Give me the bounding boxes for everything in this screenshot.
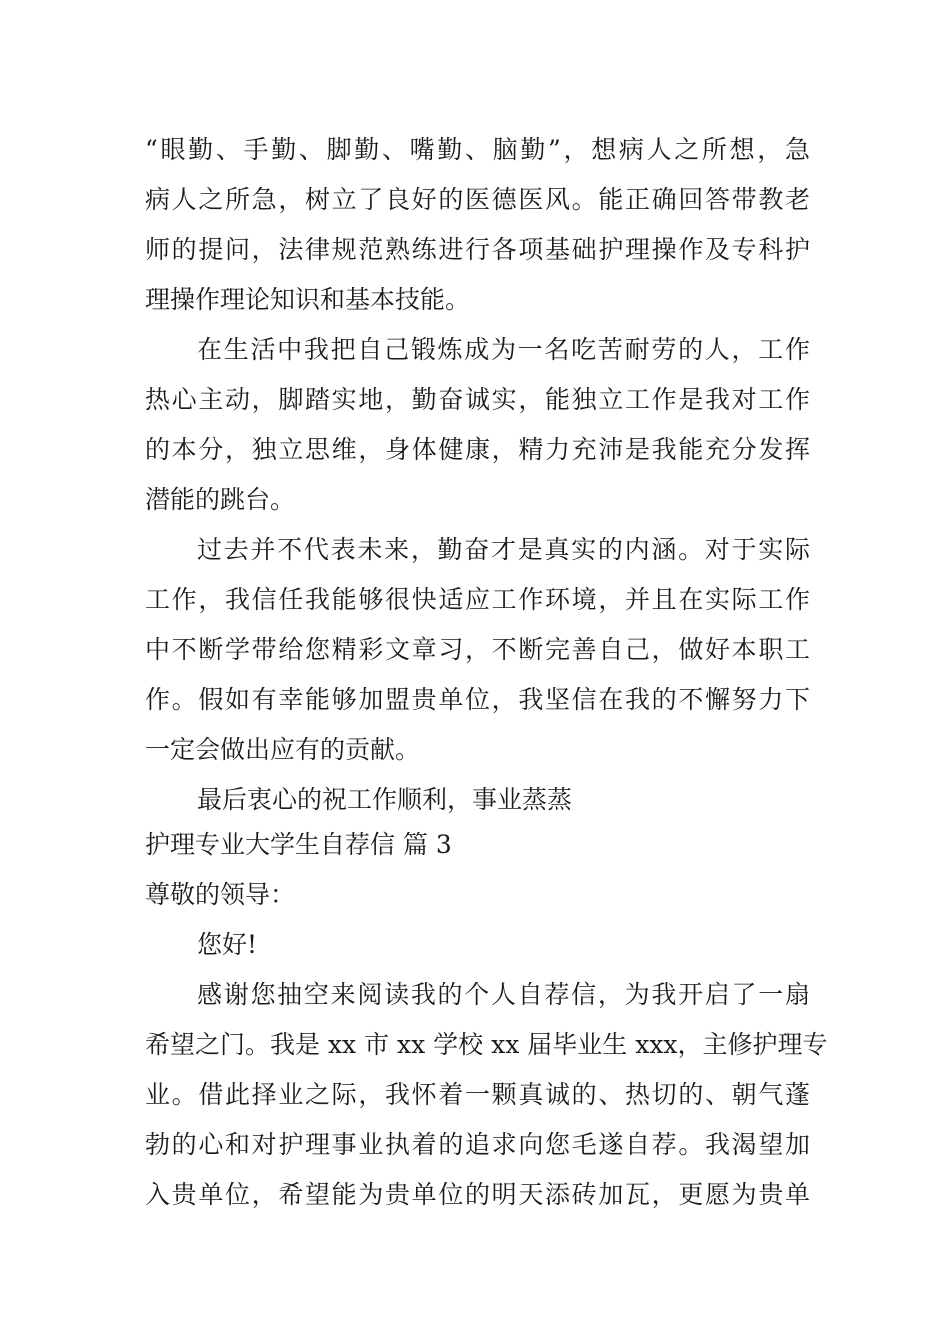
- text-line: 热心主动，脚踏实地，勤奋诚实，能独立工作是我对工作: [145, 385, 810, 414]
- section-heading: 护理专业大学生自荐信 篇 3: [145, 830, 452, 859]
- text-line: 潜能的跳台。: [145, 485, 296, 514]
- text-line: 工作，我信任我能够很快适应工作环境，并且在实际工作: [145, 585, 810, 614]
- paragraph-first-line: 感谢您抽空来阅读我的个人自荐信，为我开启了一扇: [197, 980, 810, 1009]
- greeting: 您好!: [197, 930, 258, 959]
- salutation: 尊敬的领导：: [145, 880, 296, 909]
- text-line: “眼勤、手勤、脚勤、嘴勤、脑勤”，想病人之所想，急: [145, 135, 810, 164]
- text-line: 入贵单位，希望能为贵单位的明天添砖加瓦，更愿为贵单: [145, 1180, 810, 1209]
- text-line: 理操作理论知识和基本技能。: [145, 285, 471, 314]
- text-line: 病人之所急，树立了良好的医德医风。能正确回答带教老: [145, 185, 810, 214]
- text-line: 业。借此择业之际，我怀着一颗真诚的、热切的、朝气蓬: [145, 1080, 810, 1109]
- paragraph-first-line: 过去并不代表未来，勤奋才是真实的内涵。对于实际: [197, 535, 810, 564]
- text-line: 中不断学带给您精彩文章习，不断完善自己，做好本职工: [145, 635, 810, 664]
- closing-wish: 最后衷心的祝工作顺利，事业蒸蒸: [197, 785, 573, 814]
- text-line: 勃的心和对护理事业执着的追求向您毛遂自荐。我渴望加: [145, 1130, 810, 1159]
- paragraph-first-line: 在生活中我把自己锻炼成为一名吃苦耐劳的人，工作: [197, 335, 810, 364]
- text-line: 的本分，独立思维，身体健康，精力充沛是我能充分发挥: [145, 435, 810, 464]
- text-line: 希望之门。我是 xx 市 xx 学校 xx 届毕业生 xxx，主修护理专: [145, 1030, 828, 1059]
- text-line: 一定会做出应有的贡献。: [145, 735, 421, 764]
- text-line: 师的提问，法律规范熟练进行各项基础护理操作及专科护: [145, 235, 810, 264]
- text-line: 作。假如有幸能够加盟贵单位，我坚信在我的不懈努力下: [145, 685, 810, 714]
